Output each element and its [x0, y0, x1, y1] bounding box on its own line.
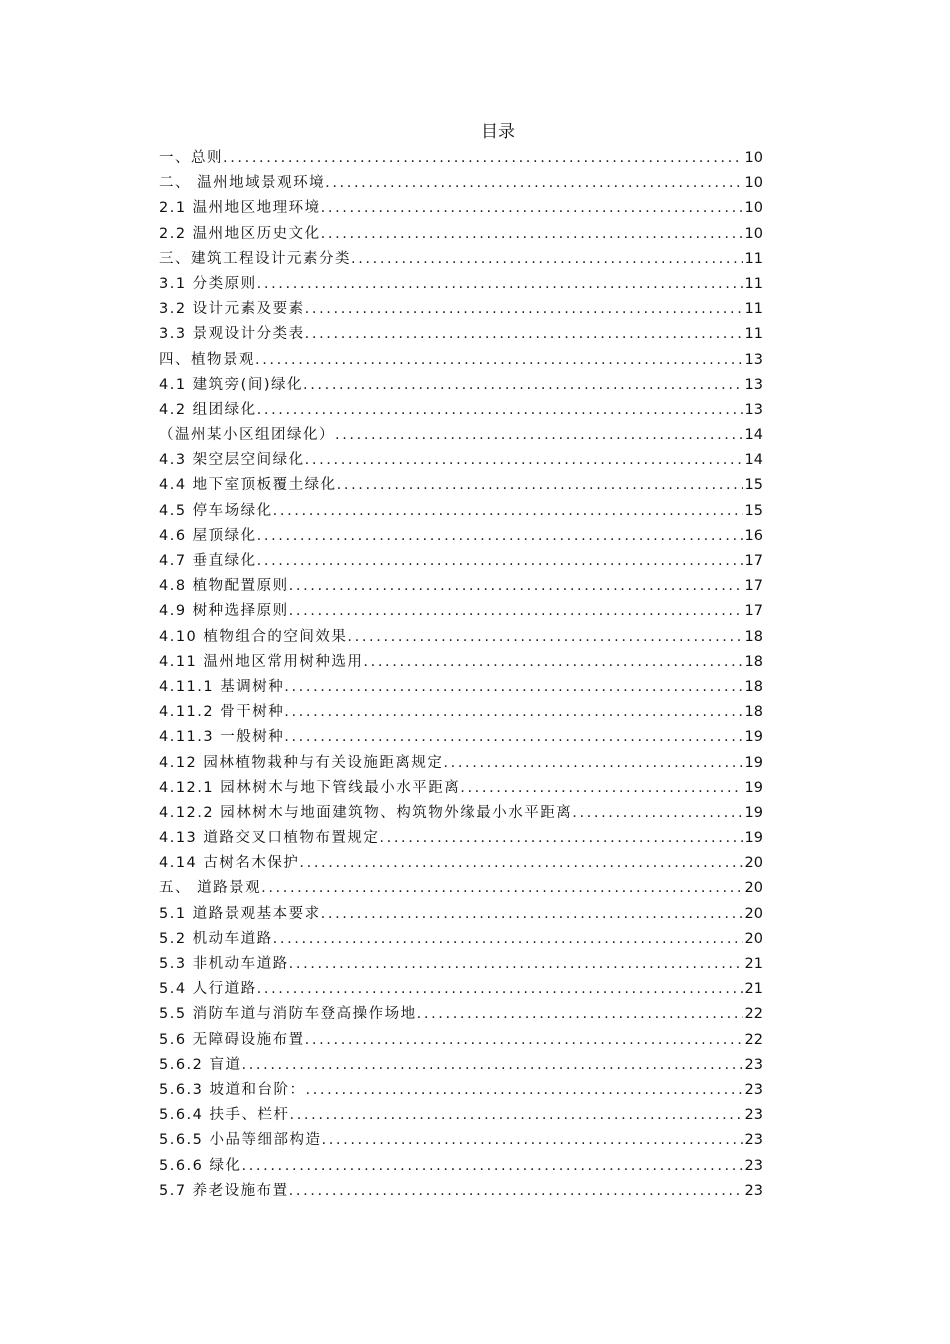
toc-entry-label: 5.5 消防车道与消防车登高操作场地	[159, 1006, 417, 1023]
toc-entry-label: 三、建筑工程设计元素分类	[159, 250, 351, 267]
toc-entry[interactable]	[159, 373, 763, 398]
toc-dot-leader	[321, 902, 743, 927]
toc-dot-leader	[257, 977, 743, 1002]
toc-entry-label: 5.6.2 盲道	[159, 1056, 242, 1073]
toc-page-number: 20	[744, 930, 763, 947]
toc-page-number: 17	[744, 578, 763, 595]
toc-page-number: 19	[744, 754, 763, 771]
toc-entry-label: 4.11.1 基调树种	[159, 678, 285, 695]
toc-dot-leader	[284, 675, 742, 700]
toc-dot-leader	[417, 1002, 743, 1027]
toc-entry[interactable]	[159, 826, 763, 851]
toc-entry[interactable]	[159, 851, 763, 876]
toc-page-number: 23	[744, 1182, 763, 1199]
toc-dot-leader	[306, 1078, 743, 1103]
toc-dot-leader	[257, 398, 743, 423]
toc-entry[interactable]	[159, 1179, 763, 1204]
toc-entry[interactable]	[159, 1154, 763, 1179]
toc-entry-label: 4.3 架空层空间绿化	[159, 452, 305, 469]
toc-entry-label: 一、总则	[159, 150, 223, 166]
toc-dot-leader	[290, 1103, 743, 1128]
toc-page-number: 21	[744, 981, 763, 998]
toc-dot-leader	[255, 348, 743, 373]
toc-page-number: 23	[744, 1132, 763, 1149]
toc-entry[interactable]	[159, 171, 763, 196]
toc-entry-label: 4.11.2 骨干树种	[159, 704, 285, 721]
toc-dot-leader	[347, 625, 742, 650]
toc-entry[interactable]	[159, 1103, 763, 1128]
toc-dot-leader	[257, 549, 743, 574]
toc-entry[interactable]	[159, 650, 763, 675]
toc-entry-label: 4.4 地下室顶板覆土绿化	[159, 477, 337, 494]
toc-entry[interactable]	[159, 1053, 763, 1078]
toc-entry[interactable]	[159, 423, 763, 448]
toc-page-number: 23	[744, 1157, 763, 1174]
toc-page-number: 23	[744, 1056, 763, 1073]
toc-entry-label: 5.4 人行道路	[159, 981, 257, 998]
toc-dot-leader	[289, 574, 743, 599]
toc-page-number: 15	[744, 502, 763, 519]
toc-entry-label: 5.1 道路景观基本要求	[159, 905, 321, 922]
toc-page-number: 22	[744, 1031, 763, 1048]
toc-page-number: 10	[744, 175, 763, 192]
toc-entry[interactable]	[159, 625, 763, 650]
toc-entry-label: 5.2 机动车道路	[159, 930, 273, 947]
toc-entry[interactable]	[159, 700, 763, 725]
toc-dot-leader	[305, 322, 743, 347]
toc-page-number: 17	[744, 553, 763, 569]
table-of-contents	[159, 146, 763, 1204]
toc-page-number: 19	[744, 779, 763, 796]
toc-page-number: 18	[744, 628, 763, 645]
toc-page-number: 20	[744, 905, 763, 922]
toc-entry-label: 4.12.1 园林树木与地下管线最小水平距离	[159, 779, 461, 796]
toc-entry-label: 3.1 分类原则	[159, 275, 257, 292]
toc-dot-leader	[289, 599, 743, 624]
toc-entry[interactable]	[159, 499, 763, 524]
toc-page-number: 15	[744, 477, 763, 494]
toc-entry[interactable]	[159, 473, 763, 498]
toc-entry[interactable]	[159, 776, 763, 801]
toc-page-number: 11	[744, 301, 763, 318]
toc-page-number: 22	[744, 1006, 763, 1023]
toc-entry[interactable]	[159, 876, 763, 901]
toc-entry[interactable]	[159, 675, 763, 700]
toc-entry[interactable]	[159, 272, 763, 297]
toc-dot-leader	[305, 448, 743, 473]
toc-entry-label: 4.12 园林植物栽种与有关设施距离规定	[159, 754, 444, 771]
toc-dot-leader	[299, 851, 742, 876]
toc-entry-label: 4.10 植物组合的空间效果	[159, 628, 348, 645]
toc-page-number: 20	[744, 880, 763, 897]
toc-entry[interactable]	[159, 348, 763, 373]
toc-page-number: 11	[744, 326, 763, 343]
toc-dot-leader	[460, 776, 742, 801]
toc-page-number: 13	[744, 401, 763, 418]
toc-entry-label: 2.2 温州地区历史文化	[159, 225, 321, 242]
toc-page-number: 19	[744, 729, 763, 746]
toc-title: 目录	[481, 122, 515, 142]
toc-page-number: 10	[744, 200, 763, 217]
toc-entry-label: 4.6 屋顶绿化	[159, 527, 257, 544]
toc-entry[interactable]	[159, 322, 763, 347]
toc-dot-leader	[363, 650, 742, 675]
toc-dot-leader	[572, 801, 742, 826]
toc-entry-label: 5.6.6 绿化	[159, 1157, 242, 1174]
toc-entry-label: 4.13 道路交叉口植物布置规定	[159, 830, 380, 847]
toc-dot-leader	[242, 1154, 743, 1179]
toc-dot-leader	[322, 1128, 743, 1153]
toc-entry-label: 4.12.2 园林树木与地面建筑物、构筑物外缘最小水平距离	[159, 804, 573, 821]
toc-entry-label: 5.6.3 坡道和台阶：	[159, 1081, 306, 1098]
toc-entry-label: 4.11.3 一般树种	[159, 729, 285, 746]
toc-entry-label: 5.6.5 小品等细部构造	[159, 1132, 322, 1149]
toc-page-number: 11	[744, 250, 763, 267]
toc-entry-label: 4.2 组团绿化	[159, 401, 257, 418]
toc-entry-label: 4.1 建筑旁(间)绿化	[159, 376, 303, 393]
toc-dot-leader	[379, 826, 742, 851]
toc-dot-leader	[257, 272, 743, 297]
toc-dot-leader	[289, 952, 743, 977]
toc-entry-label: 4.14 古树名木保护	[159, 855, 300, 872]
toc-dot-leader	[321, 196, 743, 221]
toc-page-number: 16	[744, 527, 763, 544]
toc-entry-label: 4.8 植物配置原则	[159, 578, 289, 595]
toc-dot-leader	[261, 876, 742, 901]
toc-entry[interactable]	[159, 524, 763, 549]
toc-entry-label: 二、 温州地域景观环境	[159, 175, 326, 192]
toc-page-number: 18	[744, 653, 763, 670]
toc-entry-label: 5.3 非机动车道路	[159, 956, 289, 972]
toc-page-number: 19	[744, 804, 763, 821]
toc-entry[interactable]	[159, 751, 763, 776]
toc-page-number: 18	[744, 704, 763, 721]
toc-entry[interactable]	[159, 1028, 763, 1053]
toc-entry[interactable]	[159, 927, 763, 952]
toc-entry-label: 四、植物景观	[159, 351, 255, 368]
toc-dot-leader	[289, 1179, 743, 1204]
toc-entry[interactable]	[159, 599, 763, 624]
toc-page-number: 14	[744, 452, 763, 469]
toc-entry[interactable]	[159, 398, 763, 423]
toc-dot-leader	[273, 927, 743, 952]
toc-entry-label: 5.6 无障碍设施布置	[159, 1031, 305, 1048]
toc-dot-leader	[321, 222, 743, 247]
toc-dot-leader	[337, 473, 743, 498]
toc-entry[interactable]	[159, 1128, 763, 1153]
toc-entry-label: 2.1 温州地区地理环境	[159, 200, 321, 217]
toc-dot-leader	[257, 524, 743, 549]
toc-page-number: 20	[744, 855, 763, 872]
toc-page-number: 23	[744, 1107, 763, 1124]
toc-page-number: 10	[744, 150, 763, 166]
toc-entry[interactable]	[159, 725, 763, 750]
toc-page-number: 18	[744, 678, 763, 695]
toc-dot-leader	[284, 725, 742, 750]
toc-entry[interactable]	[159, 574, 763, 599]
toc-dot-leader	[273, 499, 743, 524]
toc-entry-label: 4.5 停车场绿化	[159, 502, 273, 519]
toc-entry[interactable]	[159, 801, 763, 826]
toc-entry-label: 4.9 树种选择原则	[159, 603, 289, 620]
toc-entry-label: 5.6.4 扶手、栏杆	[159, 1107, 290, 1124]
toc-dot-leader	[303, 373, 743, 398]
toc-entry[interactable]	[159, 952, 763, 977]
toc-page-number: 17	[744, 603, 763, 620]
toc-entry[interactable]	[159, 977, 763, 1002]
toc-page-number: 13	[744, 351, 763, 368]
toc-entry[interactable]	[159, 1002, 763, 1027]
toc-entry[interactable]	[159, 146, 763, 171]
toc-dot-leader	[351, 247, 743, 272]
toc-entry-label: 五、 道路景观	[159, 880, 262, 897]
toc-dot-leader	[242, 1053, 743, 1078]
toc-entry[interactable]	[159, 902, 763, 927]
toc-entry[interactable]	[159, 1078, 763, 1103]
toc-dot-leader	[325, 171, 742, 196]
toc-entry-label: 3.3 景观设计分类表	[159, 326, 305, 343]
toc-entry-label: 3.2 设计元素及要素	[159, 301, 305, 318]
toc-dot-leader	[335, 423, 743, 448]
toc-dot-leader	[284, 700, 742, 725]
toc-page-number: 13	[744, 376, 763, 393]
toc-page-number: 19	[744, 830, 763, 847]
toc-entry-label: 4.11 温州地区常用树种选用	[159, 653, 364, 670]
toc-dot-leader	[305, 1028, 743, 1053]
toc-page-number: 10	[744, 225, 763, 242]
toc-entry[interactable]	[159, 297, 763, 322]
toc-entry[interactable]	[159, 222, 763, 247]
toc-entry[interactable]	[159, 549, 763, 574]
toc-page-number: 23	[744, 1081, 763, 1098]
toc-dot-leader	[305, 297, 743, 322]
toc-page-number: 21	[744, 956, 763, 972]
toc-entry-label: 4.7 垂直绿化	[159, 553, 257, 569]
toc-page-number: 14	[744, 427, 763, 444]
toc-dot-leader	[443, 751, 742, 776]
toc-page-number: 11	[744, 275, 763, 292]
toc-entry-label: （温州某小区组团绿化）	[159, 427, 335, 444]
toc-entry[interactable]	[159, 247, 763, 272]
toc-entry[interactable]	[159, 448, 763, 473]
toc-entry-label: 5.7 养老设施布置	[159, 1182, 289, 1199]
toc-entry[interactable]	[159, 196, 763, 221]
toc-dot-leader	[223, 146, 743, 171]
